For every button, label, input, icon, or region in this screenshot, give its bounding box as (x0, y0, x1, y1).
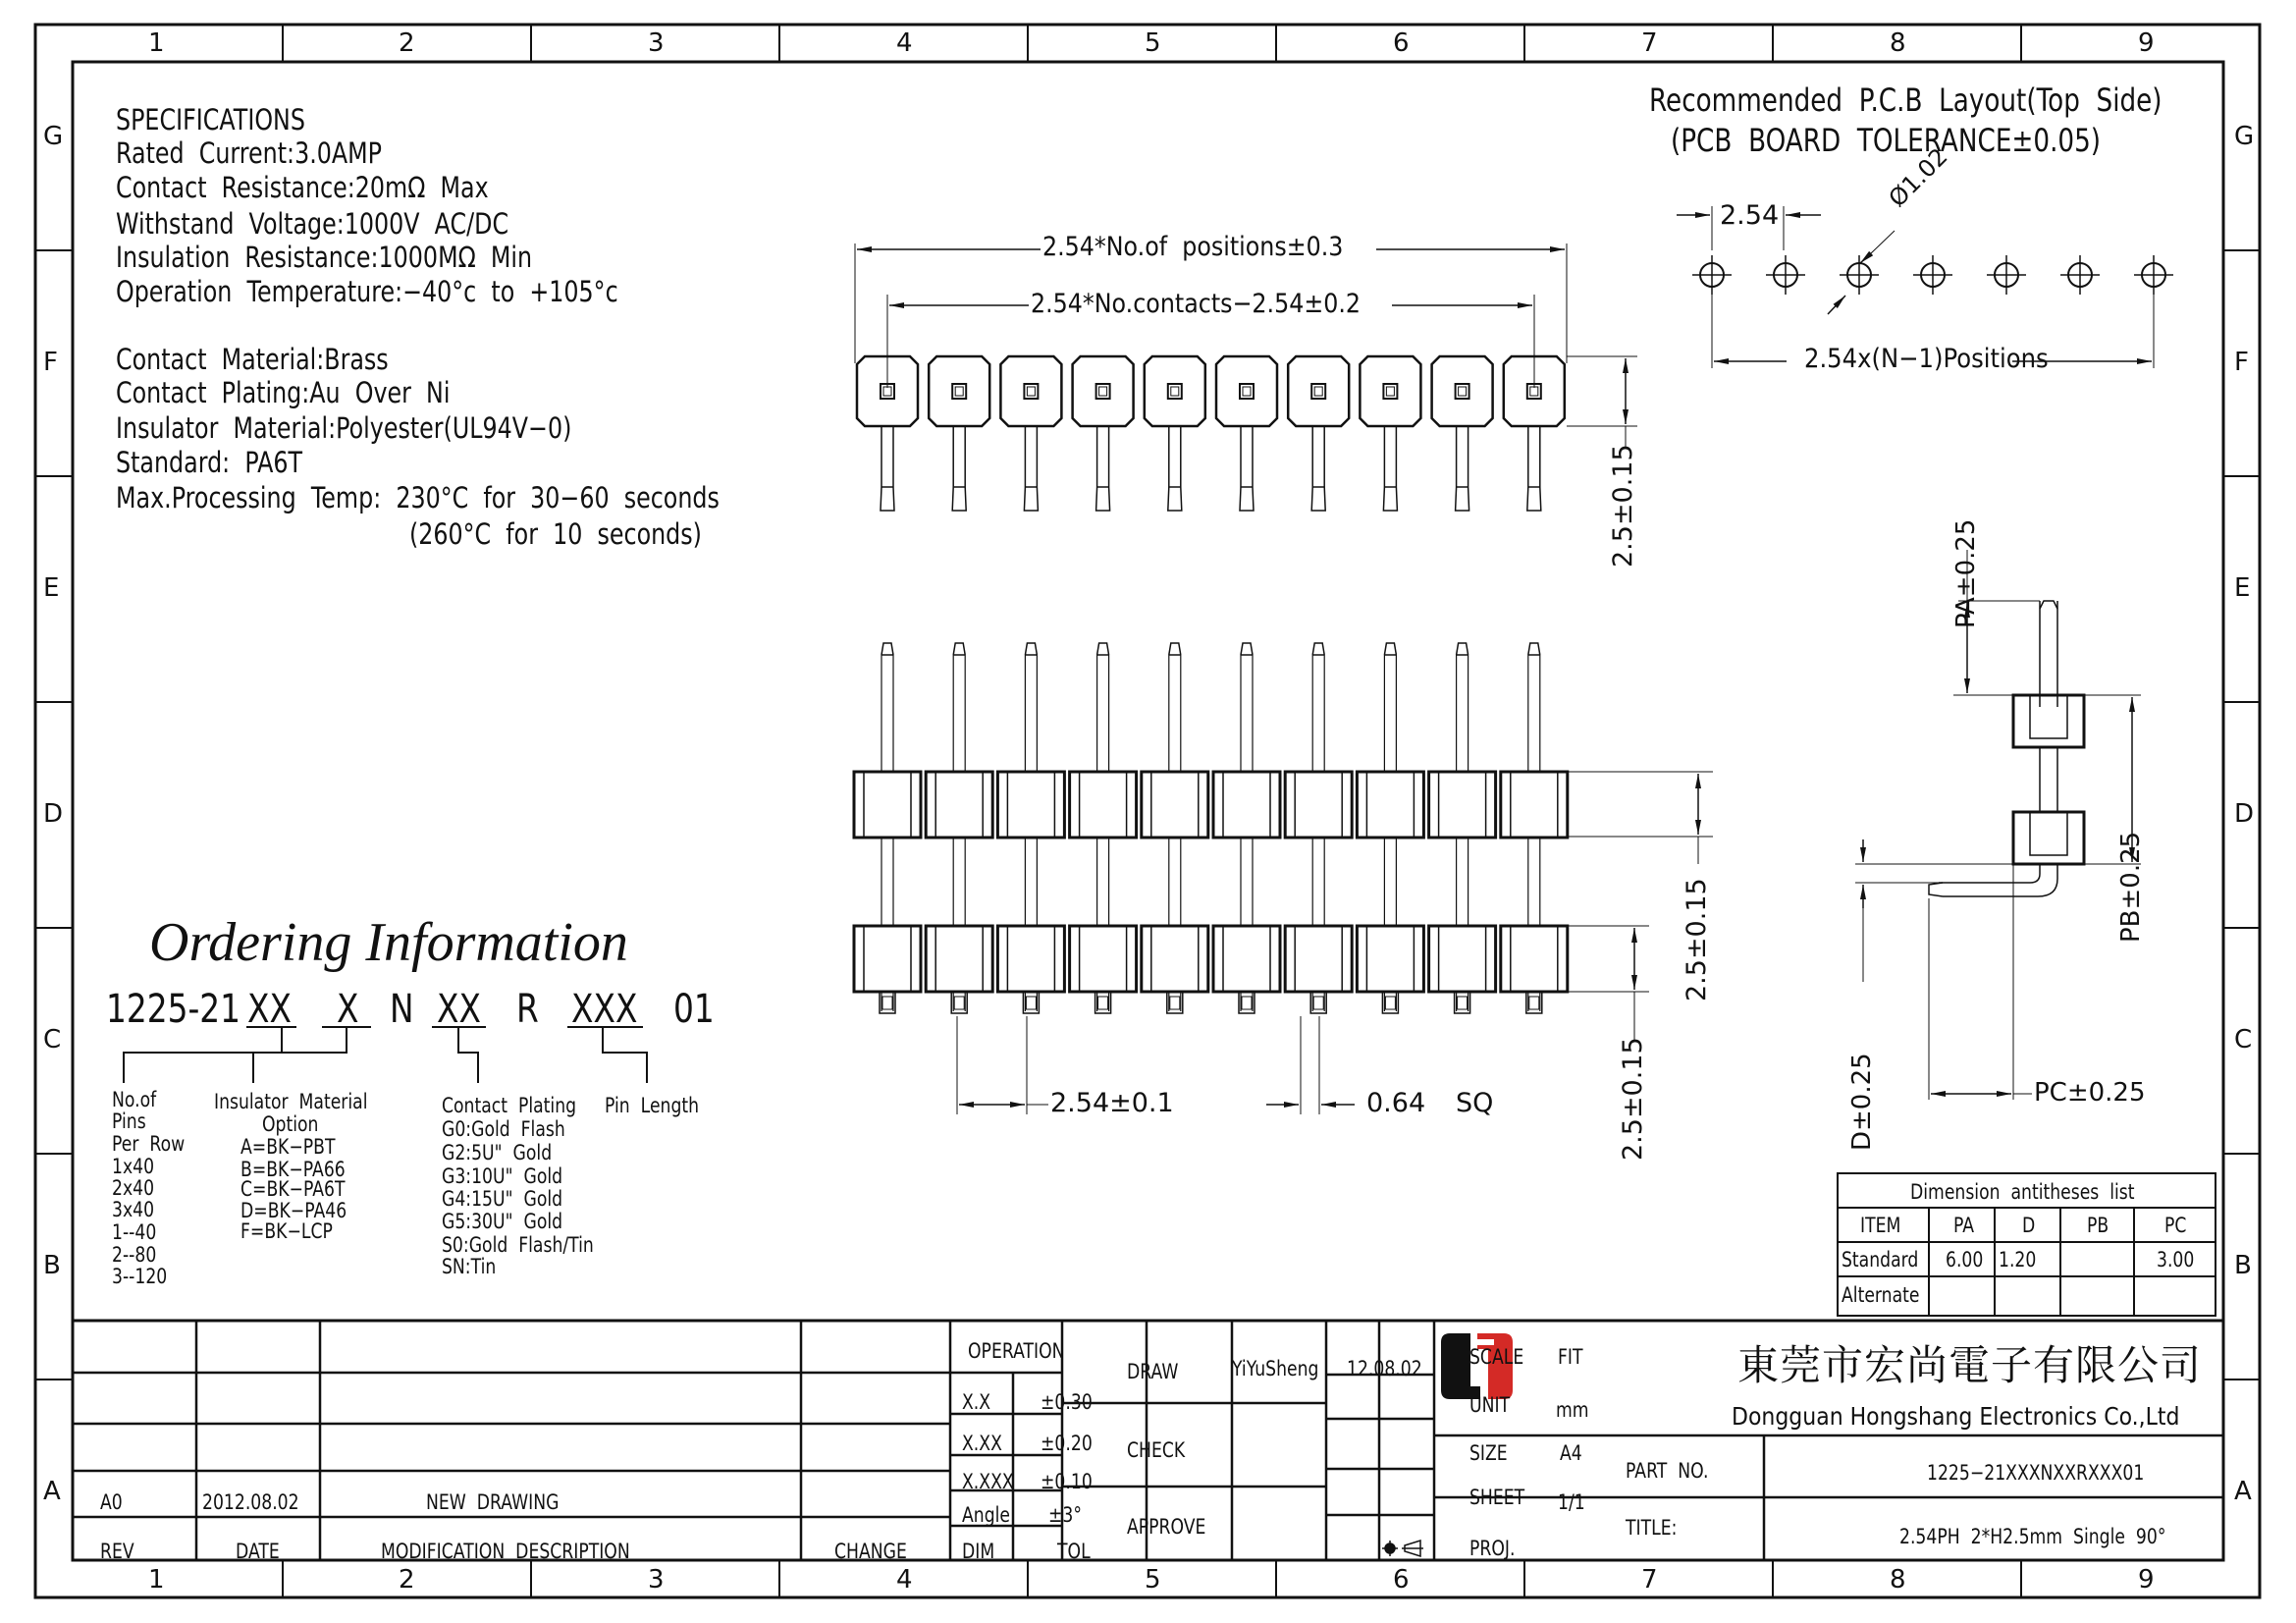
code-insulator: X (337, 987, 359, 1032)
insulator-option: F=BK−LCP (240, 1219, 333, 1243)
sheet-label: SHEET (1469, 1486, 1525, 1509)
spec-line: Insulator Material:Polyester(UL94V−0) (116, 411, 572, 445)
top-pin-square (1024, 384, 1038, 399)
code-plating: XX (437, 987, 481, 1032)
top-pin-housing (929, 356, 989, 426)
zone-row-b: B (43, 1251, 61, 1280)
size-value: A4 (1560, 1441, 1582, 1465)
dim-contact-span: 2.54*No.contacts−2.54±0.2 (1031, 289, 1362, 319)
zone-col-5: 5 (1145, 28, 1161, 58)
pins-option: 3--120 (112, 1265, 168, 1288)
spec-line: Max.Processing Temp: 230°C for 30−60 seconds (116, 481, 720, 514)
zone-row-c: C (43, 1025, 62, 1055)
first-angle-projection-icon (1382, 1541, 1423, 1556)
side-view-drawing (1855, 550, 2141, 1100)
table-header: PA (1953, 1214, 1975, 1237)
dim-overall-length: 2.54*No.of positions±0.3 (1042, 232, 1344, 262)
top-pin-square (1240, 384, 1254, 399)
table-cell: Standard (1842, 1248, 1919, 1271)
draw-date: 12.08.02 (1347, 1357, 1422, 1380)
pins-option: 1--40 (112, 1220, 157, 1244)
code-n: N (390, 987, 414, 1032)
top-pin-housing (1360, 356, 1420, 426)
table-header: PB (2087, 1214, 2109, 1237)
pin-length-label: Pin Length (605, 1094, 700, 1117)
top-pin-housing (1216, 356, 1277, 426)
zone-col-1-bottom: 1 (148, 1565, 165, 1595)
zone-row-a: A (43, 1477, 61, 1506)
dim-d: D±0.25 (1847, 1053, 1877, 1151)
spec-line: Contact Material:Brass (116, 343, 389, 376)
dim-top-height: 2.5±0.15 (1608, 444, 1638, 568)
zone-col-8: 8 (1890, 28, 1906, 58)
zone-col-4: 4 (896, 28, 913, 58)
pins-option: 2x40 (112, 1176, 155, 1200)
tol-value: ±0.30 (1041, 1390, 1093, 1414)
operation-title: OPERATION (968, 1339, 1065, 1363)
plating-option: G2:5U" Gold (442, 1141, 553, 1164)
tol-value: ±0.20 (1041, 1432, 1093, 1455)
spec-line: Insulation Resistance:1000MΩ Min (116, 241, 533, 274)
table-cell: Alternate (1842, 1283, 1920, 1307)
rev-description: NEW DRAWING (426, 1490, 560, 1514)
plating-option: SN:Tin (442, 1255, 497, 1278)
pins-option: 1x40 (112, 1155, 155, 1178)
zone-row-f-right: F (2234, 348, 2249, 377)
top-pin-lead (1096, 426, 1110, 511)
zone-col-2: 2 (399, 28, 415, 58)
top-pin-housing (1288, 356, 1349, 426)
ordering-title: Ordering Information (149, 912, 628, 973)
plating-label: Contact Plating (442, 1094, 577, 1117)
top-pin-lead (1527, 426, 1541, 511)
zone-row-c-right: C (2234, 1025, 2253, 1055)
company-name-cn: 東莞市宏尚電子有限公司 (1737, 1341, 2203, 1389)
top-pin-square (952, 384, 966, 399)
sheet-value: 1/1 (1558, 1490, 1585, 1514)
top-pin-housing (1000, 356, 1061, 426)
spec-line: Contact Resistance:20mΩ Max (116, 171, 489, 204)
top-pin-square (1168, 384, 1182, 399)
pins-option: 3x40 (112, 1198, 155, 1221)
code-pin-length: XXX (571, 987, 638, 1032)
zone-col-9-bottom: 9 (2138, 1565, 2155, 1595)
top-pin-housing (1432, 356, 1493, 426)
title-label: TITLE: (1626, 1516, 1678, 1540)
code-suffix: 01 (673, 987, 715, 1032)
insulator-option: A=BK−PBT (240, 1135, 336, 1159)
spec-line: Standard: PA6T (116, 446, 303, 479)
top-pin-lead (881, 426, 894, 511)
spec-line: Operation Temperature:−40°c to +105°c (116, 275, 618, 308)
zone-row-a-right: A (2234, 1477, 2252, 1506)
zone-row-d: D (43, 799, 64, 829)
dimension-table-title: Dimension antitheses list (1910, 1180, 2135, 1204)
top-pin-lead (1456, 426, 1469, 511)
dim-body-upper: 2.5±0.15 (1682, 878, 1712, 1001)
rev-date: 2012.08.02 (202, 1490, 299, 1514)
zone-col-6-bottom: 6 (1393, 1565, 1410, 1595)
dim-header: DIM (962, 1540, 995, 1563)
pins-label: Per Row (112, 1132, 186, 1156)
description-header: MODIFICATION DESCRIPTION (381, 1540, 630, 1563)
proj-label: PROJ. (1469, 1537, 1516, 1560)
pins-label: No.of (112, 1088, 157, 1111)
code-r: R (516, 987, 539, 1032)
zone-col-6: 6 (1393, 28, 1410, 58)
zone-col-5-bottom: 5 (1145, 1565, 1161, 1595)
rev-value: A0 (100, 1490, 123, 1514)
zone-row-d-right: D (2234, 799, 2255, 829)
dim-pc: PC±0.25 (2034, 1078, 2146, 1108)
zone-col-3: 3 (648, 28, 665, 58)
tol-dim: Angle (962, 1503, 1011, 1527)
pins-option: 2--80 (112, 1243, 157, 1267)
scale-label: SCALE (1469, 1345, 1524, 1369)
zone-row-f: F (43, 348, 58, 377)
top-pin-lead (952, 426, 966, 511)
zone-col-7-bottom: 7 (1641, 1565, 1658, 1595)
zone-row-g-right: G (2234, 122, 2255, 151)
top-pin-square (1096, 384, 1110, 399)
draw-name: YiYuSheng (1232, 1357, 1319, 1380)
code-prefix: 1225-21 (106, 987, 241, 1032)
table-header: ITEM (1860, 1214, 1901, 1237)
specifications-title: SPECIFICATIONS (116, 103, 305, 136)
table-header: PC (2164, 1214, 2187, 1237)
check-label: CHECK (1127, 1438, 1186, 1462)
tol-value: ±3° (1048, 1503, 1083, 1527)
pcb-layout-title: Recommended P.C.B Layout(Top Side) (1649, 81, 2163, 119)
size-label: SIZE (1469, 1441, 1508, 1465)
insulator-label: Insulator Material (214, 1090, 368, 1113)
plating-option: S0:Gold Flash/Tin (442, 1233, 594, 1257)
insulator-option: B=BK−PA66 (240, 1158, 346, 1181)
top-pin-lead (1311, 426, 1325, 511)
ordering-code-leaders (124, 1027, 647, 1083)
top-view-pins (857, 356, 1565, 511)
top-pin-lead (1240, 426, 1254, 511)
pcb-pitch-dim: 2.54 (1720, 200, 1780, 231)
spec-line: Contact Plating:Au Over Ni (116, 376, 451, 409)
table-cell: 3.00 (2157, 1248, 2195, 1271)
title-value: 2.54PH 2*H2.5mm Single 90° (1899, 1525, 2166, 1548)
pcb-hole-diameter-dim: Ø1.02 (1883, 142, 1953, 213)
top-pin-lead (1168, 426, 1182, 511)
top-pin-lead (1024, 426, 1038, 511)
zone-row-e: E (43, 573, 60, 603)
dim-pitch: 2.54±0.1 (1050, 1088, 1174, 1118)
top-pin-square (1456, 384, 1469, 399)
zone-col-1: 1 (148, 28, 165, 58)
tol-header: TOL (1057, 1540, 1091, 1563)
table-cell: 6.00 (1946, 1248, 1984, 1271)
pcb-layout-subtitle: (PCB BOARD TOLERANCE±0.05) (1671, 122, 2102, 159)
unit-value: mm (1556, 1398, 1589, 1422)
table-header: D (2022, 1214, 2036, 1237)
rev-header: REV (100, 1540, 134, 1563)
top-pin-square (1383, 384, 1397, 399)
zone-row-g: G (43, 122, 64, 151)
zone-row-e-right: E (2234, 573, 2251, 603)
zone-col-3-bottom: 3 (648, 1565, 665, 1595)
dim-body-lower: 2.5±0.15 (1618, 1037, 1648, 1161)
part-no-label: PART NO. (1626, 1459, 1709, 1483)
zone-col-8-bottom: 8 (1890, 1565, 1906, 1595)
spec-line: (260°C for 10 seconds) (409, 517, 702, 551)
plating-option: G0:Gold Flash (442, 1117, 565, 1141)
top-pin-square (1311, 384, 1325, 399)
approve-label: APPROVE (1127, 1515, 1206, 1539)
zone-col-9: 9 (2138, 28, 2155, 58)
tol-dim: X.X (962, 1390, 991, 1414)
insulator-label: Option (262, 1112, 319, 1136)
tol-dim: X.XXX (962, 1470, 1014, 1493)
zone-col-2-bottom: 2 (399, 1565, 415, 1595)
table-cell: 1.20 (1999, 1248, 2037, 1271)
top-pin-housing (1073, 356, 1134, 426)
pins-label: Pins (112, 1109, 146, 1133)
pcb-span-dim: 2.54x(N−1)Positions (1804, 344, 2049, 374)
draw-label: DRAW (1127, 1360, 1179, 1383)
tol-value: ±0.10 (1041, 1470, 1093, 1493)
company-name-en: Dongguan Hongshang Electronics Co.,Ltd (1732, 1402, 2180, 1431)
dim-pa: PA±0.25 (1951, 518, 1981, 628)
code-pins: XX (247, 987, 292, 1032)
spec-line: Withstand Voltage:1000V AC/DC (116, 207, 509, 241)
top-view-drawing (855, 243, 1637, 447)
insulator-option: C=BK−PA6T (240, 1177, 346, 1201)
dim-pin-sq: SQ (1456, 1088, 1494, 1118)
zone-col-7: 7 (1641, 28, 1658, 58)
tol-dim: X.XX (962, 1432, 1002, 1455)
top-pin-housing (1145, 356, 1205, 426)
part-no-value: 1225−21XXXNXXRXXX01 (1927, 1461, 2145, 1485)
date-header: DATE (236, 1540, 280, 1563)
zone-row-b-right: B (2234, 1251, 2252, 1280)
scale-value: FIT (1558, 1345, 1583, 1369)
plating-option: G3:10U" Gold (442, 1164, 563, 1188)
dim-pin-width: 0.64 (1366, 1088, 1426, 1118)
pcb-layout-holes (1692, 255, 2173, 295)
insulator-option: D=BK−PA46 (240, 1199, 347, 1222)
unit-label: UNIT (1469, 1393, 1511, 1417)
top-pin-lead (1383, 426, 1397, 511)
zone-col-4-bottom: 4 (896, 1565, 913, 1595)
plating-option: G4:15U" Gold (442, 1187, 563, 1211)
plating-option: G5:30U" Gold (442, 1210, 563, 1233)
change-header: CHANGE (834, 1540, 907, 1563)
spec-line: Rated Current:3.0AMP (116, 136, 383, 170)
front-view-pins (854, 643, 1568, 1013)
dim-pb: PB±0.25 (2116, 831, 2146, 943)
